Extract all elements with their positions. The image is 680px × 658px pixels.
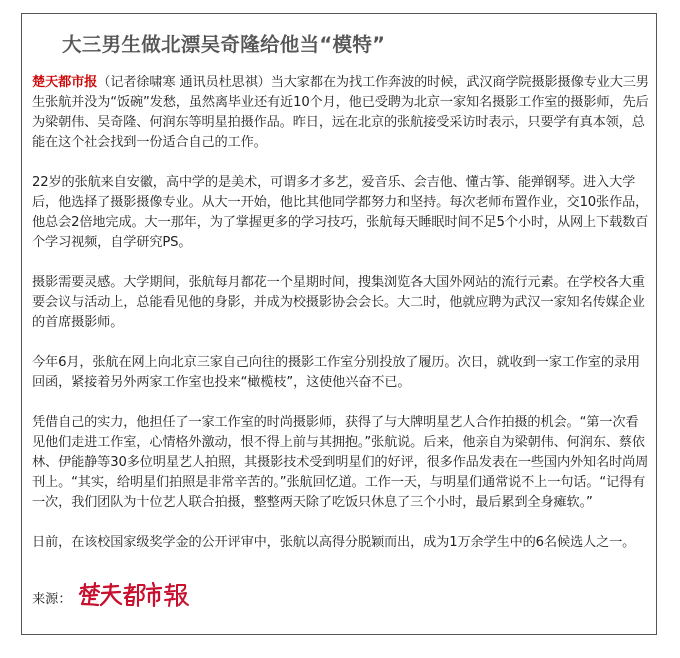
article-title: 大三男生做北漂吴奇隆给他当“模特” bbox=[62, 33, 386, 56]
newspaper-logo-icon bbox=[78, 582, 190, 612]
article-body bbox=[32, 73, 650, 573]
paragraph-1 bbox=[32, 73, 650, 153]
lead-source-name: 楚天都市报 bbox=[32, 75, 98, 90]
source-line bbox=[32, 582, 190, 612]
paragraph-6: 日前，在该校国家级奖学金的公开评审中，张航以高得分脱颖而出，成为1万余学生中的6名候选人之一。 bbox=[32, 535, 636, 550]
source-label: 来源： bbox=[32, 591, 72, 607]
paragraph-4: 今年6月，张航在网上向北京三家自己向往的摄影工作室分别投放了履历。次日，就收到一家工作室的录用回函，紧接着另外两家工作室也投来“橄榄枝”，这使他兴奋不已。 bbox=[32, 355, 640, 390]
paragraph-3: 摄影需要灵感。大学期间，张航每月都花一个星期时间，搜集浏览各大国外网站的流行元素。在学校各大重要会议与活动上，总能看见他的身影，并成为校摄影协会会长。大二时，他就应聘为武汉一家知名传媒企业的首席摄影师。 bbox=[32, 275, 645, 330]
paragraph-2: 22岁的张航来自安徽，高中学的是美术，可谓多才多艺，爱音乐、会吉他、懂古筝、能弹钢琴。进入大学后，他选择了摄影摄像专业。从大一开始，他比其他同学都努力和坚持。每次老师布置作业，交10张作品，他总会2倍地完成。大一那年，为了掌握更多的学习技巧，张航每天睡眠时间不足5个小时，从网上下载数百个学习视频，自学研究PS。 bbox=[32, 175, 649, 250]
paragraph-1-text: （记者徐啸寒 通讯员杜思祺）当大家都在为找工作奔波的时候，武汉商学院摄影摄像专业大三男生张航并没为“饭碗”发愁，虽然离毕业还有近10个月，他已受聘为北京一家知名摄影工作室的摄影师，先后为梁朝伟、吴奇隆、何润东等明星拍摄作品。昨日，远在北京的张航接受采访时表示，只要学有真本领，总能在这个社会找到一份适合自己的工作。 bbox=[32, 75, 649, 150]
paragraph-5: 凭借自己的实力，他担任了一家工作室的时尚摄影师，获得了与大牌明星艺人合作拍摄的机会。“第一次看见他们走进工作室，心情格外激动，恨不得上前与其拥抱。”张航说。后来，他亲自为梁朝伟、何润东、蔡依林、伊能静等30多位明星艺人拍照，其摄影技术受到明星们的好评，很多作品发表在一些国内外知名时尚周刊上。“其实，给明星们拍照是非常辛苦的。”张航回忆道。工作一天，与明星们通常说不上一句话。“记得有一次，我们团队为十位艺人联合拍摄，整整两天除了吃饭只休息了三个小时，最后累到全身瘫软。” bbox=[32, 415, 649, 510]
